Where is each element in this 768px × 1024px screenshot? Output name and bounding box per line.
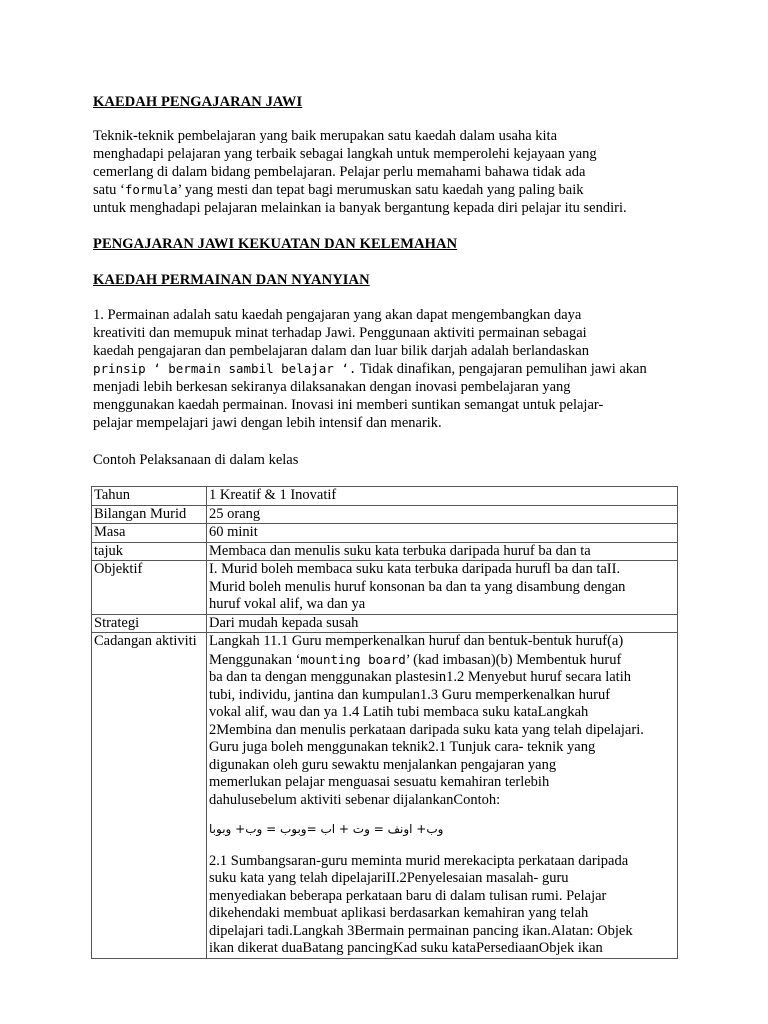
row-value: Membaca dan menulis suku kata terbuka daripada huruf ba dan ta	[207, 542, 678, 561]
row-label: Masa	[92, 524, 207, 543]
row-value: 60 minit	[207, 524, 678, 543]
jawi-example: وب+ اونف = وت + اب =وبوب = وب+ وبوبا	[209, 822, 444, 836]
row-value: Langkah 11.1 Guru memperkenalkan huruf dan bentuk-bentuk huruf(a) Menggunakan ‘mounting board’ (kad imbasan)(b) Membentuk huruf ba dan ta dengan menggunakan plastesin1.2 Menyebut huruf secara latih tubi, individu, jantina dan kumpulan1.3 Guru memperkenalkan huruf vokal alif, wau dan ya 1.4 Latih tubi membaca suku kataLangkah 2Membina dan menulis perkataan daripada suku kata yang telah dipelajari. Guru juga boleh menggunakan teknik2.1 Tunjuk cara- teknik yang digunakan oleh guru sewaktu menjalankan pengajaran yang memerlukan pelajar menguasai sesuatu kemahiran terlebih dahulusebelum aktiviti sebenar dijalankanContoh: وب+ اونف = وت + اب =وبوب = وب+ وبوبا 2.1 Sumbangsaran-guru meminta murid merekacipta perkataan daripada suku kata yang telah dipelajariII.2Penyelesaian masalah- guru menyediakan beberapa perkataan baru di dalam tulisan rumi. Pelajar dikehendaki membuat aplikasi berdasarkan kemahiran yang telah dipelajari tadi.Langkah 3Bermain permainan pancing ikan.Alatan: Objek ikan dikerat duaBatang pancingKad suku kataPersediaanObjek ikan	[207, 633, 678, 959]
table-row	[92, 614, 678, 633]
prinsip-quote: prinsip ‘ bermain sambil belajar ‘.	[93, 361, 357, 376]
section-heading-permainan: KAEDAH PERMAINAN DAN NYANYIAN	[93, 272, 370, 288]
table-row	[92, 487, 678, 506]
mounting-board-term: mounting board	[300, 651, 406, 667]
intro-line: menghadapi pelajaran yang terbaik sebagai langkah untuk memperolehi kejayaan yang	[93, 146, 597, 162]
row-label: Strategi	[92, 614, 207, 633]
row-value: Dari mudah kepada susah	[207, 614, 678, 633]
row-label: tajuk	[92, 542, 207, 561]
row-label: Tahun	[92, 487, 207, 506]
intro-paragraph	[93, 127, 683, 217]
intro-line: Teknik-teknik pembelajaran yang baik merupakan satu kaedah dalam usaha kita	[93, 128, 558, 144]
table-row	[92, 524, 678, 543]
table-row	[92, 542, 678, 561]
intro-line: untuk menghadapi pelajaran melainkan ia banyak bergantung kepada diri pelajar itu sendiri.	[93, 200, 627, 216]
row-value: 25 orang	[207, 505, 678, 524]
intro-line: satu ‘formula’ yang mesti dan tepat bagi merumuskan satu kaedah yang paling baik	[93, 182, 584, 198]
table-row	[92, 561, 678, 615]
intro-line: cemerlang di dalam bidang pembelajaran. Pelajar perlu memahami bahawa tidak ada	[93, 164, 586, 180]
table-row	[92, 505, 678, 524]
table-row	[92, 633, 678, 959]
lesson-plan-table	[91, 486, 678, 959]
permainan-paragraph: 1. Permainan adalah satu kaedah pengajaran yang akan dapat mengembangkan daya kreativiti dan memupuk minat terhadap Jawi. Penggunaan aktiviti permainan sebagai kaedah pengajaran dan pembelajaran dalam dan luar bilik darjah adalah berlandaskan prinsip ‘ bermain sambil belajar ‘. Tidak dinafikan, pengajaran pemulihan jawi akan menjadi lebih berkesan sekiranya dilaksanakan dengan inovasi pembelajaran yang menggunakan kaedah permainan. Inovasi ini memberi suntikan semangat untuk pelajar- pelajar mempelajari jawi dengan lebih intensif dan menarik.	[93, 307, 647, 431]
row-label: Cadangan aktiviti	[92, 633, 207, 959]
row-label: Bilangan Murid	[92, 505, 207, 524]
row-value: 1 Kreatif & 1 Inovatif	[207, 487, 678, 506]
example-heading: Contoh Pelaksanaan di dalam kelas	[93, 452, 299, 468]
document-title: KAEDAH PENGAJARAN JAWI	[93, 94, 303, 110]
section-heading-kekuatan: PENGAJARAN JAWI KEKUATAN DAN KELEMAHAN	[93, 236, 458, 252]
row-value: I. Murid boleh membaca suku kata terbuka daripada hurufl ba dan taII. Murid boleh menulis huruf konsonan ba dan ta yang disambung dengan huruf vokal alif, wa dan ya	[207, 561, 678, 615]
row-label: Objektif	[92, 561, 207, 615]
formula-term: formula	[124, 182, 178, 197]
